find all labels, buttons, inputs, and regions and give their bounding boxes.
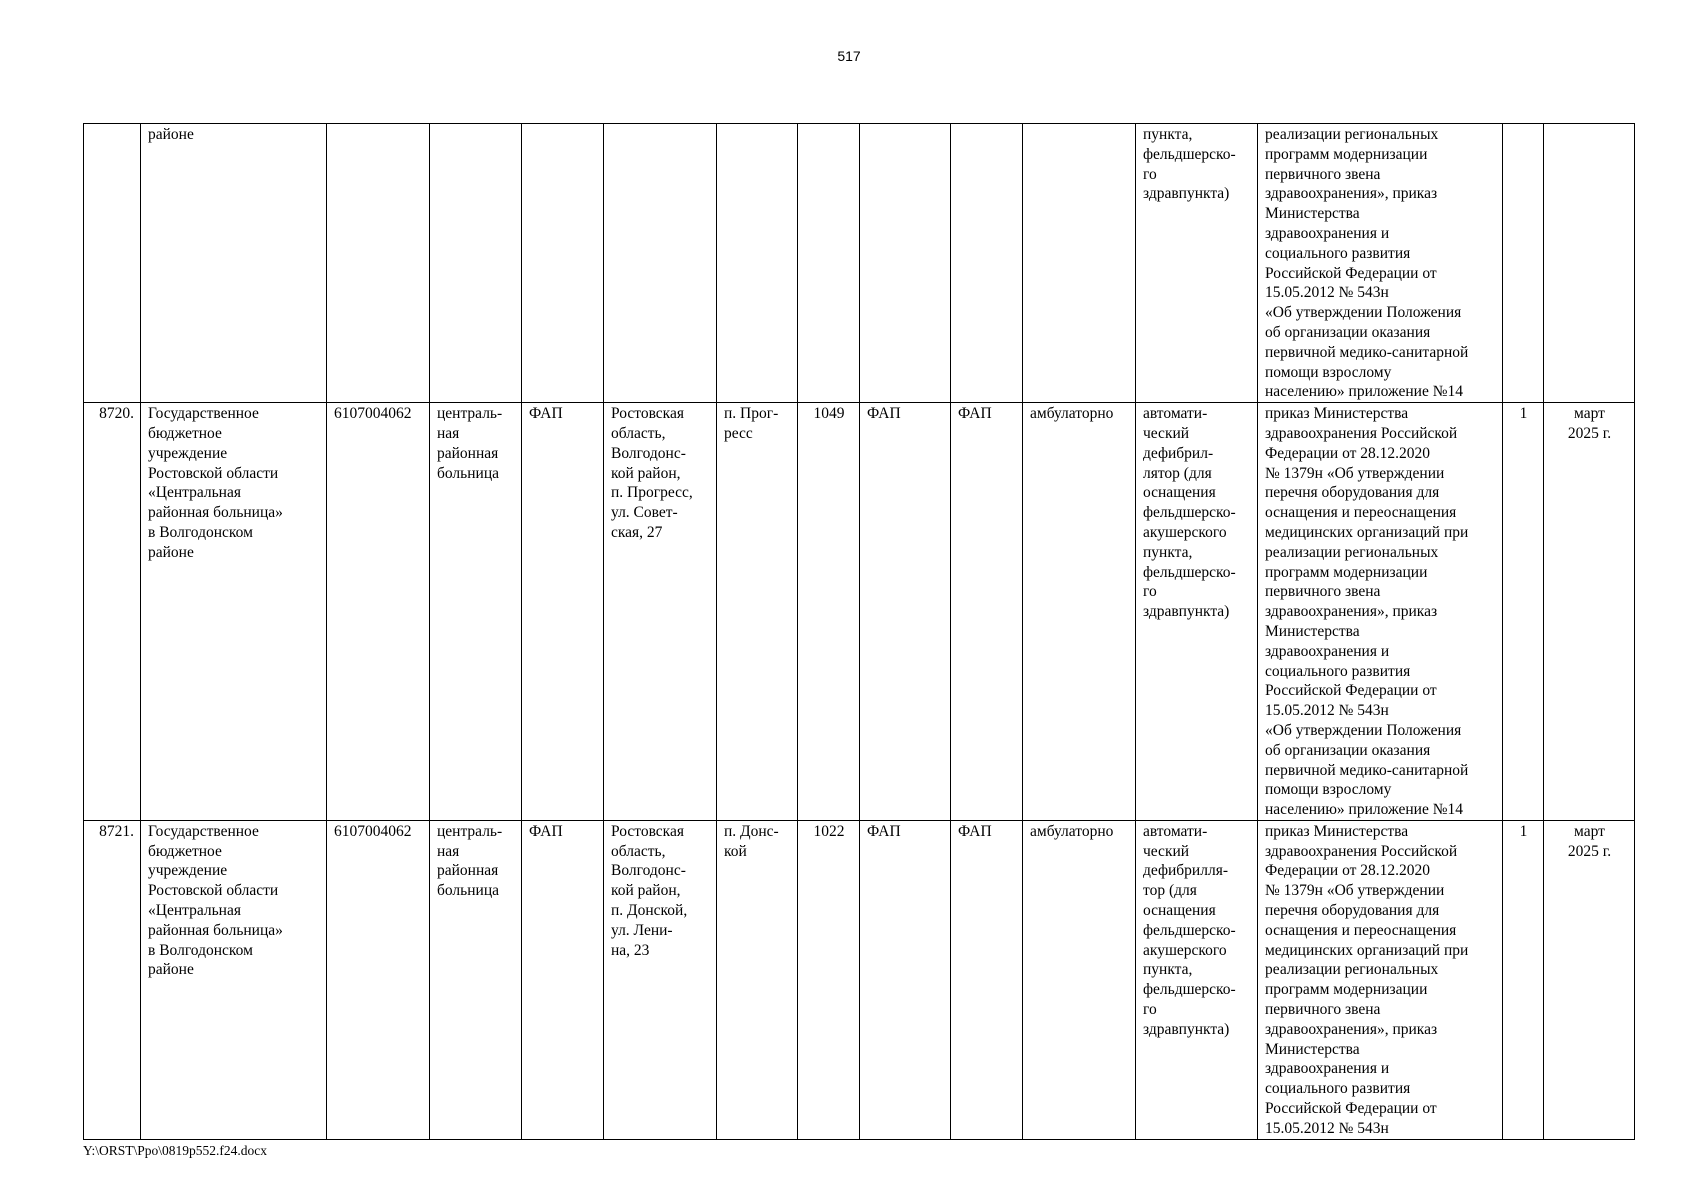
cell-inn: 6107004062	[327, 403, 430, 821]
cell-date: март 2025 г.	[1544, 403, 1635, 821]
cell-subdivision: ФАП	[860, 403, 951, 821]
cell-profile	[951, 124, 1023, 403]
cell-date	[1544, 124, 1635, 403]
cell-type: централь- ная районная больница	[430, 403, 522, 821]
cell-basis: реализации региональных программ модернизации первичного звена здравоохранения», приказ Министерства здравоохранения и социального развития Российской Федерации от 15.05.2012 № 543н «Об утверждении Положения об организации оказания первичной медико-санитарной помощи взрослому населению» приложение №14	[1258, 124, 1503, 403]
cell-address	[604, 124, 717, 403]
cell-equipment: автомати- ческий дефибрил- лятор (для оснащения фельдшерско- акушерского пункта, фельдшерско- го здравпункта)	[1136, 403, 1258, 821]
cell-address: Ростовская область, Волгодонс- кой район, п. Донской, ул. Лени- на, 23	[604, 820, 717, 1139]
cell-population: 1022	[798, 820, 860, 1139]
cell-profile: ФАП	[951, 403, 1023, 821]
footer-file-path: Y:\ORST\Ppo\0819p552.f24.docx	[83, 1143, 268, 1158]
cell-subdivision: ФАП	[860, 820, 951, 1139]
cell-org: районе	[141, 124, 327, 403]
cell-address: Ростовская область, Волгодонс- кой район, п. Прогресс, ул. Совет- ская, 27	[604, 403, 717, 821]
cell-settlement: п. Донс- кой	[717, 820, 798, 1139]
equipment-table	[83, 123, 1635, 1140]
table-row-continuation	[84, 124, 1635, 403]
cell-unit	[522, 124, 604, 403]
cell-num: 8721.	[84, 820, 141, 1139]
cell-profile: ФАП	[951, 820, 1023, 1139]
cell-care-form: амбулаторно	[1023, 820, 1136, 1139]
cell-settlement: п. Прог- ресс	[717, 403, 798, 821]
cell-num	[84, 124, 141, 403]
cell-care-form	[1023, 124, 1136, 403]
cell-quantity: 1	[1503, 820, 1544, 1139]
cell-type	[430, 124, 522, 403]
cell-equipment: автомати- ческий дефибрилля- тор (для оснащения фельдшерско- акушерского пункта, фельдшерско- го здравпункта)	[1136, 820, 1258, 1139]
table-row	[84, 820, 1635, 1139]
cell-inn: 6107004062	[327, 820, 430, 1139]
cell-settlement	[717, 124, 798, 403]
cell-subdivision	[860, 124, 951, 403]
cell-org: Государственное бюджетное учреждение Ростовской области «Центральная районная больница» в Волгодонском районе	[141, 820, 327, 1139]
cell-population	[798, 124, 860, 403]
cell-type: централь- ная районная больница	[430, 820, 522, 1139]
cell-quantity: 1	[1503, 403, 1544, 821]
cell-equipment: пункта, фельдшерско- го здравпункта)	[1136, 124, 1258, 403]
cell-care-form: амбулаторно	[1023, 403, 1136, 821]
table-row	[84, 403, 1635, 821]
page-number: 517	[837, 48, 861, 64]
cell-org: Государственное бюджетное учреждение Ростовской области «Центральная районная больница» в Волгодонском районе	[141, 403, 327, 821]
cell-basis: приказ Министерства здравоохранения Российской Федерации от 28.12.2020 № 1379н «Об утверждении перечня оборудования для оснащения и переоснащения медицинских организаций при реализации региональных программ модернизации первичного звена здравоохранения», приказ Министерства здравоохранения и социального развития Российской Федерации от 15.05.2012 № 543н «Об утверждении Положения об организации оказания первичной медико-санитарной помощи взрослому населению» приложение №14	[1258, 403, 1503, 821]
cell-unit: ФАП	[522, 820, 604, 1139]
cell-basis: приказ Министерства здравоохранения Российской Федерации от 28.12.2020 № 1379н «Об утверждении перечня оборудования для оснащения и переоснащения медицинских организаций при реализации региональных программ модернизации первичного звена здравоохранения», приказ Министерства здравоохранения и социального развития Российской Федерации от 15.05.2012 № 543н	[1258, 820, 1503, 1139]
cell-quantity	[1503, 124, 1544, 403]
cell-num: 8720.	[84, 403, 141, 821]
cell-inn	[327, 124, 430, 403]
cell-unit: ФАП	[522, 403, 604, 821]
cell-date: март 2025 г.	[1544, 820, 1635, 1139]
cell-population: 1049	[798, 403, 860, 821]
